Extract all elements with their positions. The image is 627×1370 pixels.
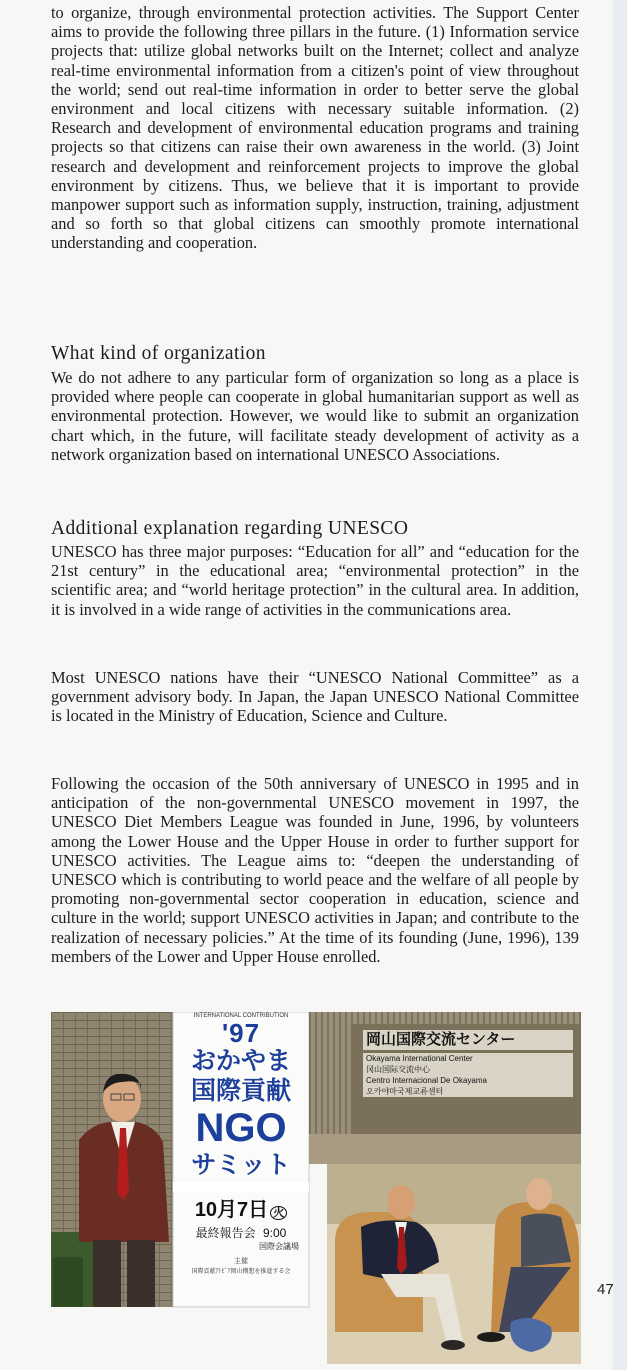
- unesco-paragraph-2: Most UNESCO nations have their “UNESCO National Committee” as a government advisory body. In Japan, the Japan UNESCO National Committee is located in the Ministry of Education, Science and Culture.: [51, 668, 579, 726]
- building-sign-chinese: 冈山国际交流中心: [363, 1064, 573, 1075]
- poster-line-2: 国際貢献: [190, 1077, 291, 1105]
- building-sign-english: Okayama International Center: [363, 1053, 573, 1064]
- section-heading-organization: What kind of organization: [51, 343, 266, 364]
- section-heading-unesco: Additional explanation regarding UNESCO: [51, 518, 409, 539]
- poster-host: 国際貢献ｱﾄﾋﾟｱ岡山構想を推進する会: [191, 1269, 291, 1275]
- building-sign: [363, 1030, 573, 1097]
- building-sign-japanese: 岡山国際交流センター: [363, 1030, 573, 1050]
- poster-date: 10月7日: [194, 1199, 269, 1221]
- unesco-paragraph-3: Following the occasion of the 50th anniversary of UNESCO in 1995 and in anticipation of the non-governmental UNESCO movement in 1997, the UNESCO Diet Members League was founded in June, 1996, by volunteers among the Lower House and the Upper House in order to further support for UNESCO activities. The League aims to: “deepen the understanding of UNESCO which is contributing to world peace and the welfare of all people by promoting non-governmental sector cooperation in education, science and culture in the world; support UNESCO activities in Japan; and contribute to the realization of necessary policies.” At the time of its founding (June, 1996), 139 members of the Lower and Upper House enrolled.: [51, 774, 579, 966]
- building-sign-korean: 오카야마국제교류센터: [363, 1086, 573, 1097]
- building-sign-spanish: Centro Internacional De Okayama: [363, 1075, 573, 1086]
- poster-venue: 国際会議場: [259, 1242, 299, 1251]
- poster-line-3: NGO: [195, 1106, 287, 1150]
- intro-paragraph: to organize, through environmental protection activities. The Support Center aims to provide the following three pillars in the future. (1) Information service projects that: utilize global networks built on the Internet; collect and analyze real-time environmental information from a citizen's point of view throughout the world; send out real-time information in order to better serve the global environment and local citizens with necessary suitable information. (2) Research and development of environmental education programs and training projects so that citizens can raise their own awareness in the world. (3) Joint research and development and reinforcement projects to improve the global environment by citizens. Thus, we believe that it is important to provide manpower support such as information supply, instruction, training, adjustment and so forth so that global citizens can smoothly promote international understanding and cooperation.: [51, 3, 579, 253]
- unesco-paragraph-1: UNESCO has three major purposes: “Education for all” and “education for the 21st century” in the educational area; “environmental protection” in the scientific area; and “world heritage protection” in the cultural area. In addition, it is involved in a wide range of activities in the communications area.: [51, 542, 579, 619]
- poster-line-4: サミット: [191, 1151, 291, 1179]
- photo-collage: [51, 1012, 581, 1364]
- poster-year: '97: [221, 1018, 261, 1048]
- poster-line-1: おかやま: [190, 1047, 291, 1075]
- poster-host-label: 主催: [234, 1258, 248, 1265]
- page-edge: [613, 0, 627, 1370]
- seated-photo: [327, 1164, 581, 1364]
- page-number: 47: [597, 1281, 614, 1298]
- poster-event: 最終報告会: [195, 1226, 256, 1240]
- organization-paragraph: We do not adhere to any particular form of organization so long as a place is provided where people can cooperate in global humanitarian support as well as environmental protection. However, we would like to submit an organization chart which, in the future, will facilitate steady development of activity as a network organization based on international UNESCO Associations.: [51, 368, 579, 464]
- poster-header: INTERNATIONAL CONTRIBUTION: [193, 1013, 289, 1019]
- poster-weekday: 火: [270, 1206, 287, 1220]
- poster-time: 9:00: [263, 1226, 287, 1240]
- poster-text: [175, 1012, 307, 1277]
